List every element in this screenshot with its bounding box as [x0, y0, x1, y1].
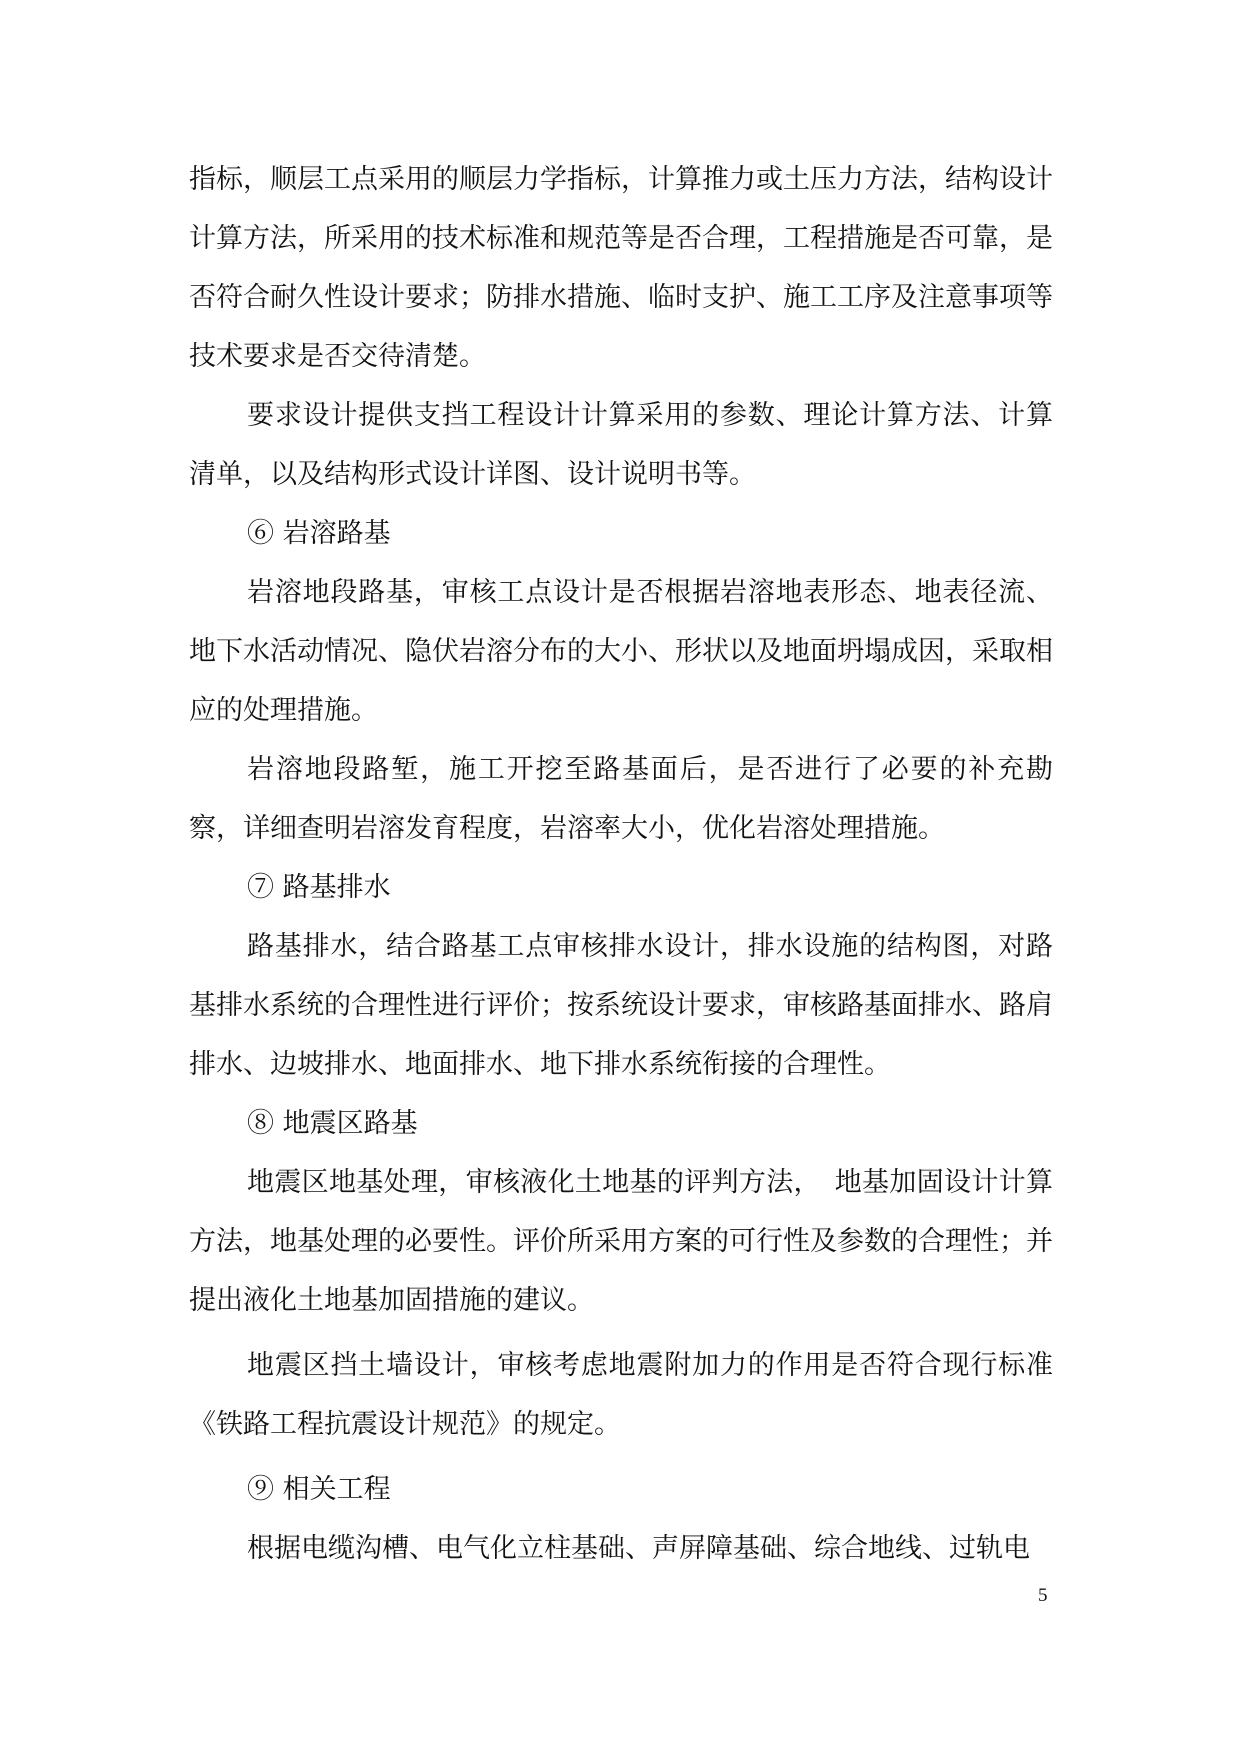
section-heading-karst-subgrade: ⑥ 岩溶路基: [247, 518, 391, 549]
body-text: [189, 150, 1053, 1578]
paragraph-continuation: 指标，顺层工点采用的顺层力学指标，计算推力或土压力方法，结构设计计算方法，所采用的技术标准和规范等是否合理，工程措施是否可靠，是否符合耐久性设计要求；防排水措施、临时支护、施工工序及注意事项等技术要求是否交待清楚。: [189, 164, 1053, 372]
paragraph-seismic-retaining-wall: 地震区挡土墙设计，审核考虑地震附加力的作用是否符合现行标准《铁路工程抗震设计规范》的规定。: [189, 1350, 1053, 1440]
paragraph-related-works: 根据电缆沟槽、电气化立柱基础、声屏障基础、综合地线、过轨电: [247, 1533, 1030, 1564]
paragraph-subgrade-drainage: 路基排水，结合路基工点审核排水设计，排水设施的结构图，对路基排水系统的合理性进行评价；按系统设计要求，审核路基面排水、路肩排水、边坡排水、地面排水、地下排水系统衔接的合理性。: [189, 931, 1053, 1080]
section-heading-subgrade-drainage: ⑦ 路基排水: [247, 872, 391, 903]
section-heading-seismic-subgrade: ⑧ 地震区路基: [247, 1108, 418, 1139]
paragraph-karst-subgrade: 岩溶地段路基，审核工点设计是否根据岩溶地表形态、地表径流、地下水活动情况、隐伏岩溶分布的大小、形状以及地面坍塌成因，采取相应的处理措施。: [189, 577, 1053, 726]
section-heading-related-works: ⑨ 相关工程: [247, 1474, 391, 1505]
paragraph-support-requirements: 要求设计提供支挡工程设计计算采用的参数、理论计算方法、计算清单，以及结构形式设计详图、设计说明书等。: [189, 400, 1053, 490]
paragraph-seismic-foundation: 地震区地基处理，审核液化土地基的评判方法， 地基加固设计计算方法，地基处理的必要性。评价所采用方案的可行性及参数的合理性；并提出液化土地基加固措施的建议。: [189, 1167, 1053, 1316]
paragraph-karst-cutting: 岩溶地段路堑，施工开挖至路基面后，是否进行了必要的补充勘察，详细查明岩溶发育程度，岩溶率大小，优化岩溶处理措施。: [189, 754, 1053, 844]
page-number: 5: [1038, 1585, 1048, 1606]
